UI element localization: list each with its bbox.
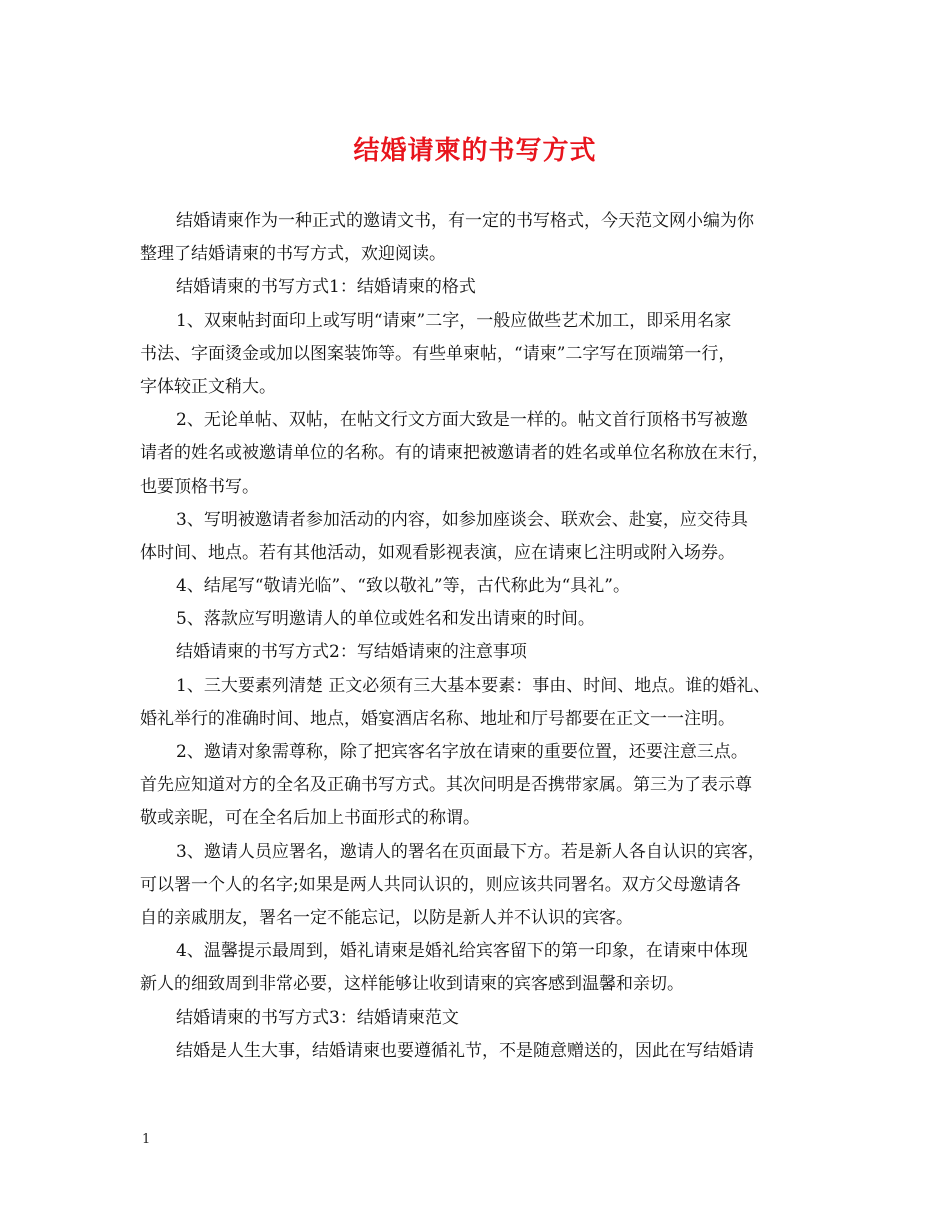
paragraph-line: 3、写明被邀请者参加活动的内容，如参加座谈会、联欢会、赴宴，应交待具	[176, 509, 748, 530]
paragraph-line: 4、结尾写“敬请光临”、“致以敬礼”等，古代称此为“具礼”。	[176, 576, 630, 597]
section-heading: 结婚请柬的书写方式2：写结婚请柬的注意事项	[176, 642, 527, 663]
paragraph-line: 3、邀请人员应署名，邀请人的署名在页面最下方。若是新人各自认识的宾客，	[176, 841, 765, 862]
paragraph-line: 4、温馨提示最周到，婚礼请柬是婚礼给宾客留下的第一印象，在请柬中体现	[176, 941, 748, 962]
paragraph-line: 2、邀请对象需尊称，除了把宾客名字放在请柬的重要位置，还要注意三点。	[176, 742, 748, 762]
paragraph-line: 5、落款应写明邀请人的单位或姓名和发出请柬的时间。	[176, 609, 595, 630]
paragraph-line: 也要顶格书写。	[140, 476, 259, 497]
paragraph-line: 可以署一个人的名字;如果是两人共同认识的，则应该共同署名。双方父母邀请各	[140, 874, 741, 895]
paragraph-line: 1、三大要素列清楚 正文必须有三大基本要素：事由、时间、地点。谁的婚礼、	[176, 675, 771, 696]
section-heading: 结婚请柬的书写方式3：结婚请柬范文	[176, 1007, 459, 1028]
paragraph-line: 首先应知道对方的全名及正确书写方式。其次问明是否携带家属。第三为了表示尊	[140, 775, 752, 796]
paragraph-line: 书法、字面烫金或加以图案装饰等。有些单柬帖，“请柬”二字写在顶端第一行，	[140, 343, 736, 364]
paragraph-line: 字体较正文稍大。	[140, 376, 276, 397]
paragraph-line: 结婚是人生大事，结婚请柬也要遵循礼节，不是随意赠送的，因此在写结婚请	[176, 1040, 754, 1061]
paragraph-line: 1、双柬帖封面印上或写明“请柬”二字，一般应做些艺术加工，即采用名家	[176, 310, 732, 331]
paragraph-line: 新人的细致周到非常必要，这样能够让收到请柬的宾客感到温馨和亲切。	[140, 974, 684, 995]
paragraph-line: 请者的姓名或被邀请单位的名称。有的请柬把被邀请者的姓名或单位名称放在末行，	[140, 443, 769, 464]
page-number: 1	[142, 1132, 151, 1147]
document-title: 结婚请柬的书写方式	[353, 136, 597, 166]
section-heading: 结婚请柬的书写方式1：结婚请柬的格式	[176, 277, 476, 298]
paragraph-line: 结婚请柬作为一种正式的邀请文书，有一定的书写格式，今天范文网小编为你	[176, 211, 754, 231]
document-body	[140, 205, 830, 1068]
paragraph-line: 自的亲戚朋友，署名一定不能忘记，以防是新人并不认识的宾客。	[140, 907, 633, 928]
paragraph-line: 体时间、地点。若有其他活动，如观看影视表演，应在请柬匕注明或附入场券。	[140, 542, 735, 563]
paragraph-line: 敬或亲昵，可在全名后加上书面形式的称谓。	[140, 808, 480, 829]
paragraph-line: 整理了结婚请柬的书写方式，欢迎阅读。	[140, 244, 446, 265]
paragraph-line: 2、无论单帖、双帖，在帖文行文方面大致是一样的。帖文首行顶格书写被邀	[176, 410, 748, 431]
paragraph-line: 婚礼举行的准确时间、地点，婚宴酒店名称、地址和厅号都要在正文一一注明。	[140, 708, 735, 729]
